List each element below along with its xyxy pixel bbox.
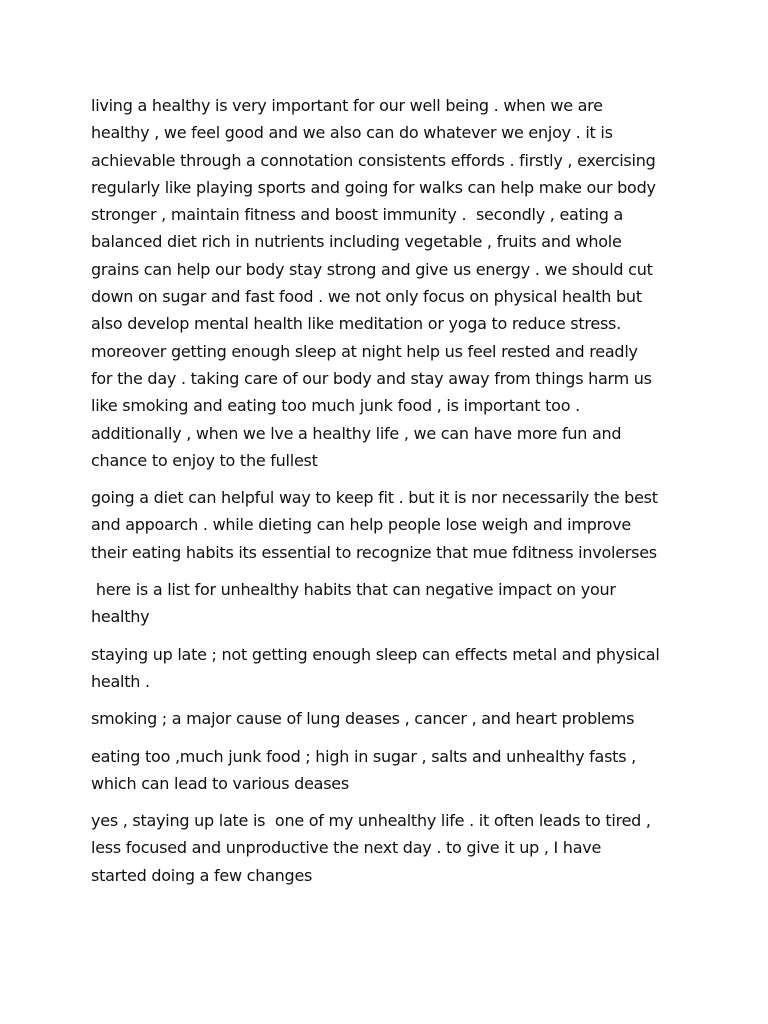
text-line: chance to enjoy to the fullest — [91, 450, 318, 470]
text-line: healthy — [91, 607, 150, 627]
text-line: balanced diet rich in nutrients including vegetable , fruits and whole — [91, 232, 622, 252]
text-line: like smoking and eating too much junk food , is important too . — [91, 396, 580, 416]
text-line: less focused and unproductive the next day . to give it up , I have — [91, 838, 602, 858]
paragraph-dieting — [91, 484, 691, 566]
text-line: health . — [91, 671, 150, 691]
text-line: which can lead to various deases — [91, 773, 349, 793]
text-line: regularly like playing sports and going for walks can help make our body — [91, 177, 656, 197]
paragraph-healthy-living — [91, 92, 691, 474]
text-line: started doing a few changes — [91, 865, 313, 885]
text-line: stronger , maintain fitness and boost immunity . secondly , eating a — [91, 205, 624, 225]
text-line: here is a list for unhealthy habits that can negative impact on your — [91, 580, 616, 600]
text-line: yes , staying up late is one of my unhealthy life . it often leads to tired , — [91, 811, 651, 831]
text-line: healthy , we feel good and we also can do whatever we enjoy . it is — [91, 123, 613, 143]
text-line: staying up late ; not getting enough sleep can effects metal and physical — [91, 644, 660, 664]
text-line: moreover getting enough sleep at night help us feel rested and readly — [91, 341, 638, 361]
text-line: grains can help our body stay strong and give us energy . we should cut — [91, 259, 653, 279]
document-body — [91, 92, 691, 899]
paragraph-staying-up-late — [91, 641, 691, 696]
text-line: living a healthy is very important for our well being . when we are — [91, 96, 603, 115]
text-line: their eating habits its essential to recognize that mue fditness involerses — [91, 542, 657, 562]
text-line: achievable through a connotation consistents effords . firstly , exercising — [91, 150, 656, 170]
text-line: for the day . taking care of our body and stay away from things harm us — [91, 368, 652, 388]
text-line: also develop mental health like meditation or yoga to reduce stress. — [91, 314, 621, 334]
text-line: smoking ; a major cause of lung deases , cancer , and heart problems — [91, 709, 635, 729]
text-line: and appoarch . while dieting can help people lose weigh and improve — [91, 515, 631, 535]
paragraph-smoking — [91, 705, 691, 732]
text-line: eating too ,much junk food ; high in sugar , salts and unhealthy fasts , — [91, 746, 636, 766]
text-line: going a diet can helpful way to keep fit . but it is nor necessarily the best — [91, 488, 658, 508]
paragraph-unhealthy-habits-intro — [91, 576, 691, 631]
paragraph-personal-reflection — [91, 807, 691, 889]
paragraph-junk-food — [91, 743, 691, 798]
text-line: additionally , when we lve a healthy life , we can have more fun and — [91, 423, 622, 443]
text-line: down on sugar and fast food . we not only focus on physical health but — [91, 287, 642, 307]
